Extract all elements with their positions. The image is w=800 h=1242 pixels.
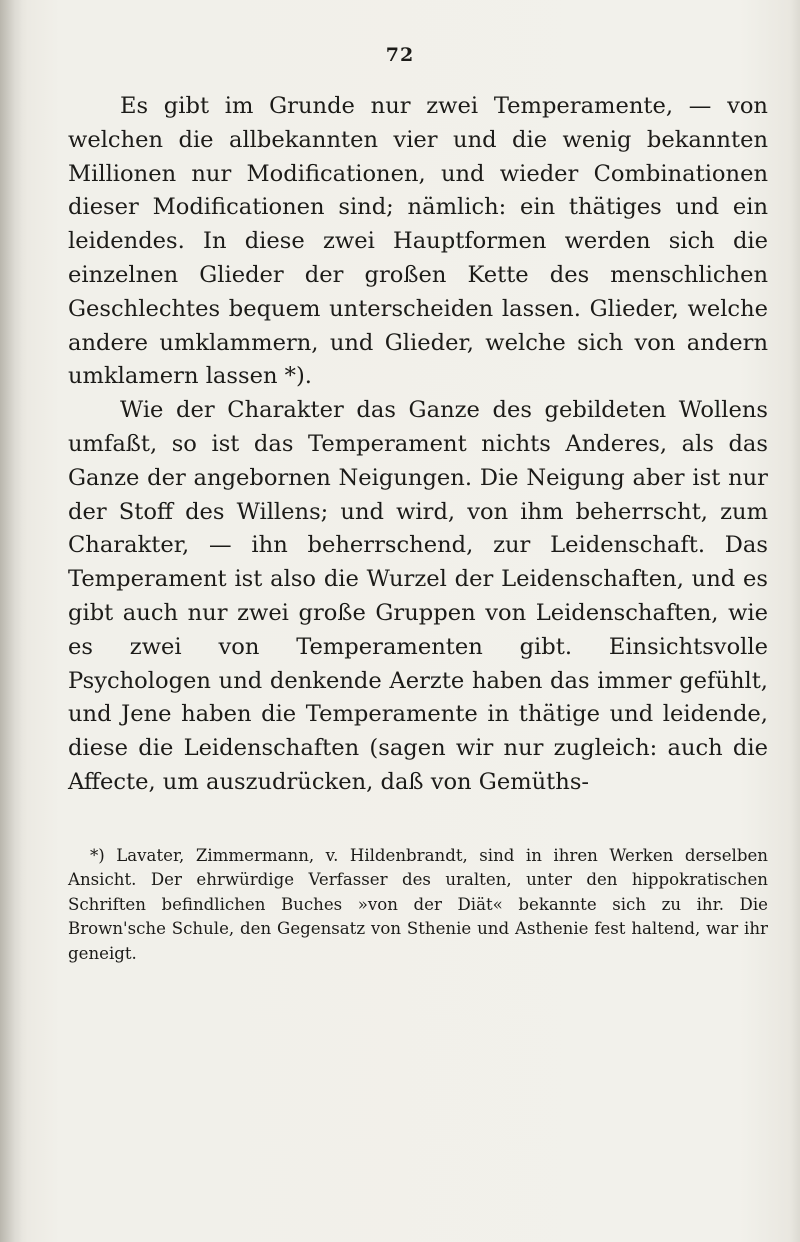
paragraph-temperaments: Es gibt im Grunde nur zwei Temperamente, — von welchen die allbekannten vier und die wenig bekannten Millionen nur Modificationen, und wieder Combinationen dieser Modificationen sind; nämlich: ein thätiges und ein leidendes. In diese zwei Hauptformen werden sich die einzelnen Glieder der großen Kette des menschlichen Geschlechtes bequem unterscheiden lassen. Glieder, welche andere umklammern, und Glieder, welche sich von andern umklamern lassen *). xyxy=(68,93,768,390)
page-number: 72 xyxy=(385,44,415,66)
paragraph-character: Wie der Charakter das Ganze des gebildeten Wollens umfaßt, so ist das Temperament nichts Anderes, als das Ganze der angebornen Neigungen. Die Neigung aber ist nur der Stoff des Willens; und wird, von ihm beherrscht, zum Charakter, — ihn beherrschend, zur Leidenschaft. Das Temperament ist also die Wurzel der Leidenschaften, und es gibt auch nur zwei große Gruppen von Leidenschaften, wie es zwei von Temperamenten gibt. Einsichtsvolle Psychologen und denkende Aerzte haben das immer gefühlt, und Jene haben die Temperamente in thätige und leidende, diese die Leidenschaften (sagen wir nur zugleich: auch die Affecte, um auszudrücken, daß von Gemüths- xyxy=(68,397,768,795)
page-spine-shadow xyxy=(0,0,22,1242)
main-text xyxy=(68,90,768,800)
footnote: *) Lavater, Zimmermann, v. Hildenbrandt, sind in ihren Werken derselben Ansicht. Der ehrwürdige Verfasser des uralten, unter den hippokratischen Schriften befindlichen Buches »von der Diät« bekannte sich zu ihr. Die Brown'sche Schule, den Gegensatz von Sthenie und Asthenie fest haltend, war ihr geneigt. xyxy=(68,846,768,963)
